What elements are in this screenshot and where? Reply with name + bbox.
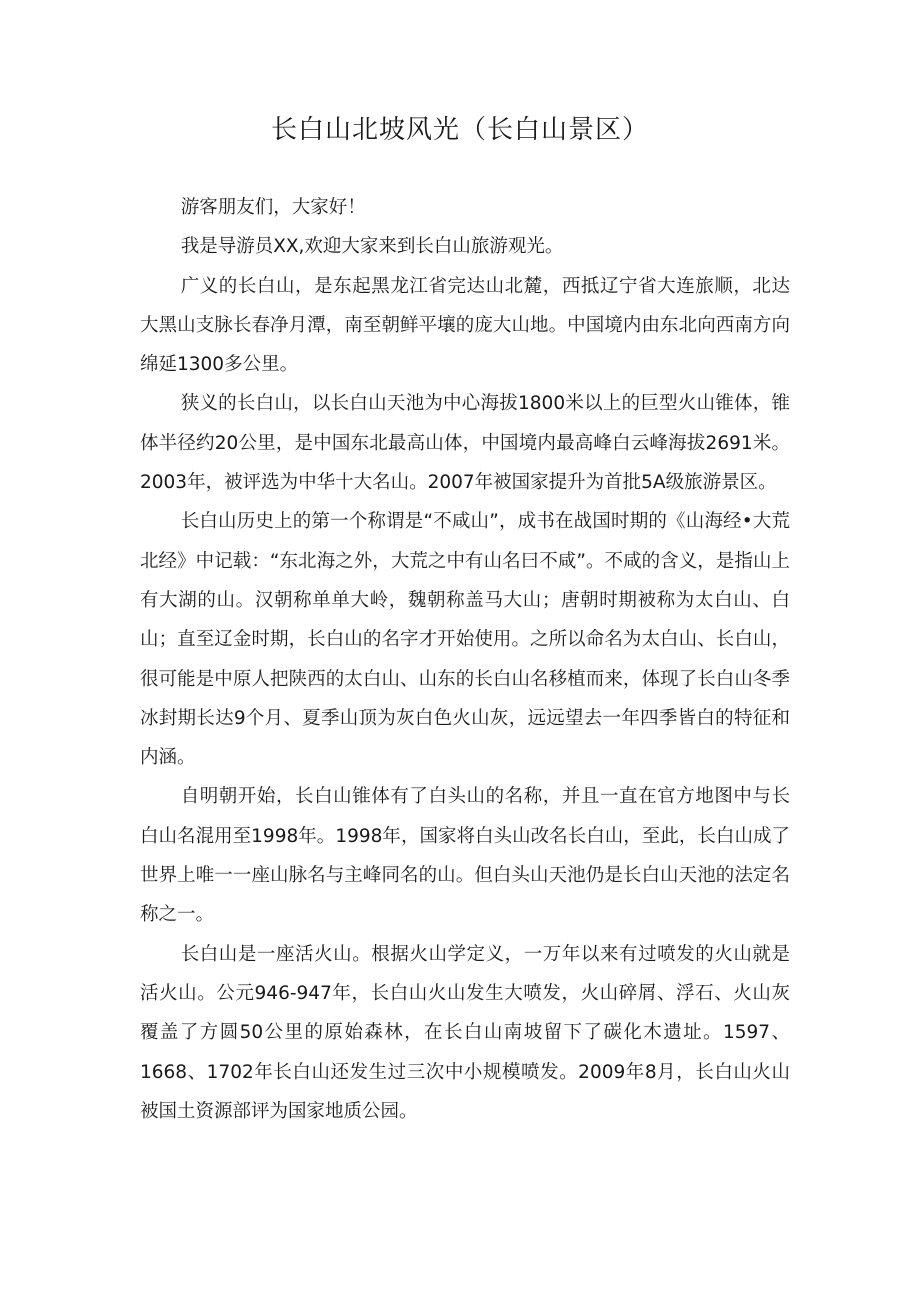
document-body xyxy=(140,188,790,1131)
paragraph-greeting: 游客朋友们，大家好！ xyxy=(180,197,366,218)
paragraph-history-names: 长白山历史上的第一个称谓是“不咸山”，成书在战国时期的《山海经•大荒北经》中记载：“东北海之外，大荒之中有山名曰不咸”。不咸的含义，是指山上有大湖的山。汉朝称单单大岭，魏朝称盖马大山；唐朝时期被称为太白山、白山；直至辽金时期，长白山的名字才开始使用。之所以命名为太白山、长白山，很可能是中原人把陕西的太白山、山东的长白山名移植而来，体现了长白山冬季冰封期长达9个月、夏季山顶为灰白色火山灰，远远望去一年四季皆白的特征和内涵。 xyxy=(140,511,790,769)
document-title: 长白山北坡风光（长白山景区） xyxy=(270,115,649,145)
paragraph-broad-definition: 广义的长白山，是东起黑龙江省完达山北麓，西抵辽宁省大连旅顺，北达大黑山支脉长春净月潭，南至朝鲜平壤的庞大山地。中国境内由东北向西南方向绵延1300多公里。 xyxy=(140,275,790,376)
paragraph-intro: 我是导游员XX,欢迎大家来到长白山旅游观光。 xyxy=(180,236,564,258)
paragraph-active-volcano: 长白山是一座活火山。根据火山学定义，一万年以来有过喷发的火山就是活火山。公元946-947年，长白山火山发生大喷发，火山碎屑、浮石、火山灰覆盖了方圆50公里的原始森林，在长白山南坡留下了碳化木遗址。1597、1668、1702年长白山还发生过三次中小规模喷发。2009年8月，长白山火山被国土资源部评为国家地质公园。 xyxy=(140,943,790,1122)
paragraph-narrow-definition: 狭义的长白山，以长白山天池为中心海拔1800米以上的巨型火山锥体，锥体半径约20公里，是中国东北最高山体，中国境内最高峰白云峰海拔2691米。2003年，被评选为中华十大名山。2007年被国家提升为首批5A级旅游景区。 xyxy=(140,393,790,494)
paragraph-baitou-name: 自明朝开始，长白山锥体有了白头山的名称，并且一直在官方地图中与长白山名混用至1998年。1998年，国家将白头山改名长白山，至此，长白山成了世界上唯一一座山脉名与主峰同名的山。但白头山天池仍是长白山天池的法定名称之一。 xyxy=(140,786,790,926)
